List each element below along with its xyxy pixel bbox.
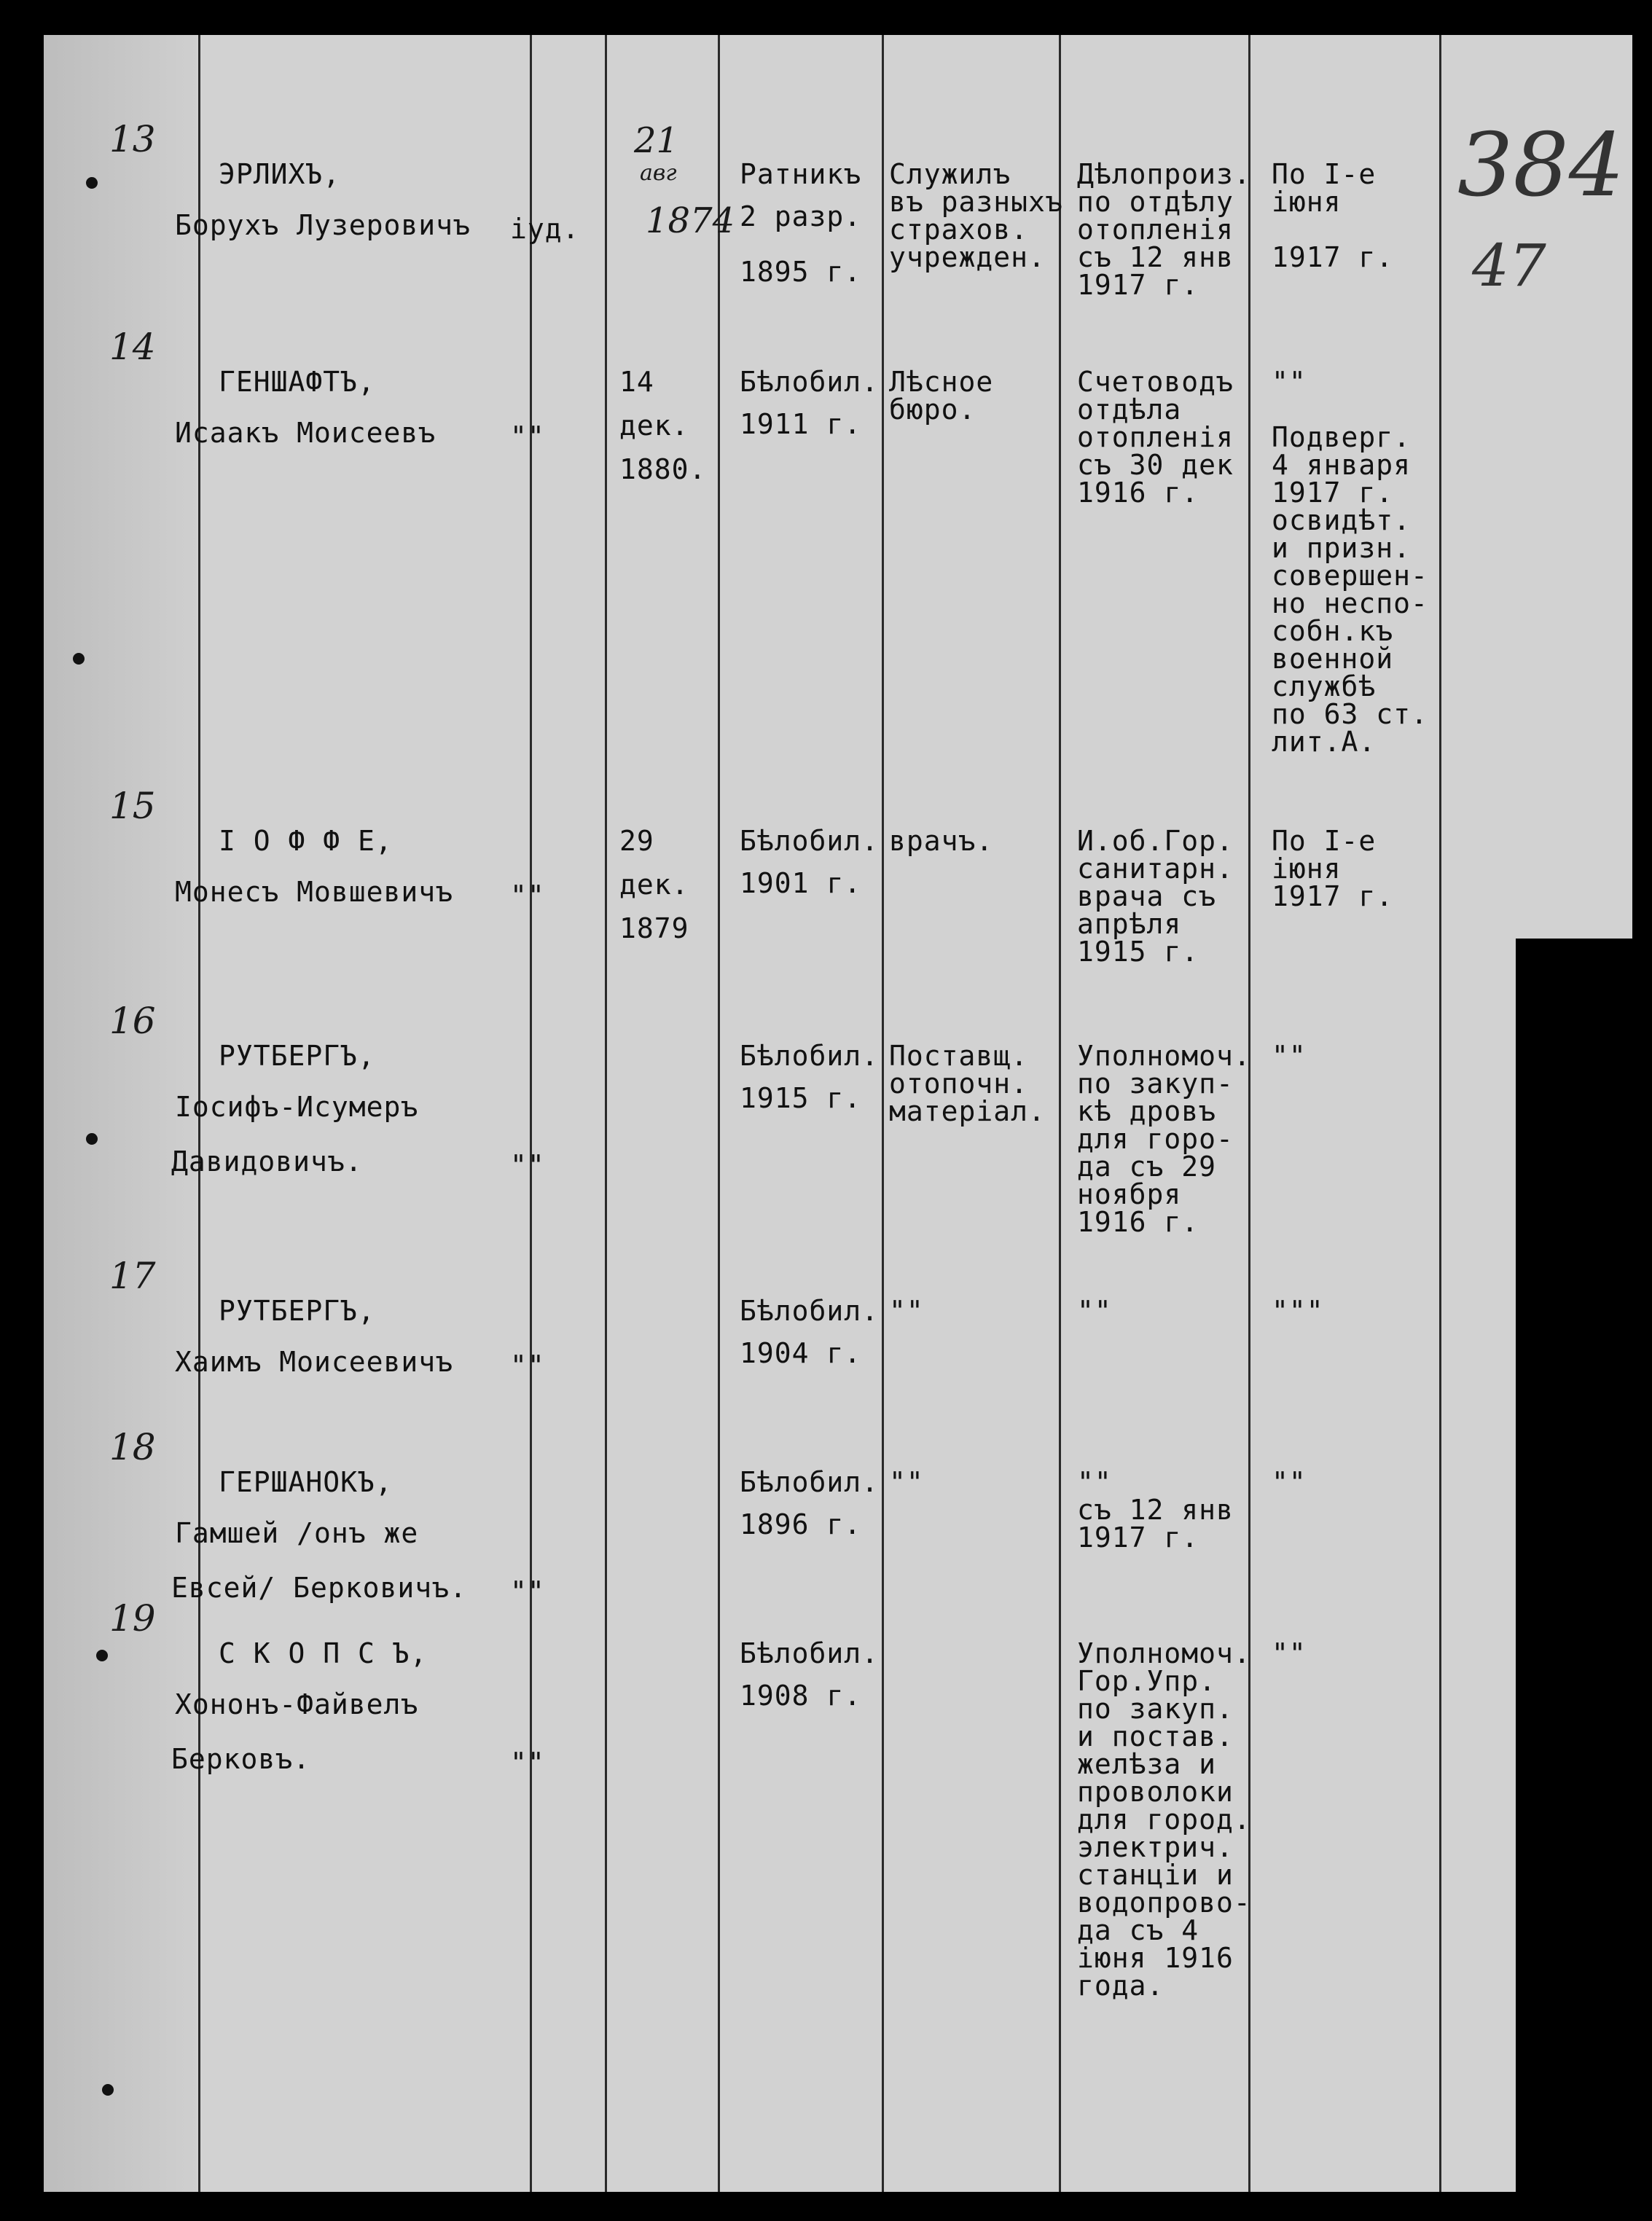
nationality-mark: "" (510, 1149, 545, 1181)
previous-service: Служилъ (889, 158, 1011, 190)
position: "" (1077, 1466, 1112, 1498)
position: Счетоводъ (1077, 366, 1234, 398)
military-status: 1911 г. (740, 408, 862, 440)
previous-service: бюро. (889, 393, 976, 426)
term: "" (1272, 1466, 1307, 1498)
term: Подверг. (1272, 421, 1412, 453)
nationality-mark: "" (510, 1350, 545, 1382)
binding-hole (86, 177, 98, 189)
term: По I-е (1272, 825, 1377, 857)
previous-service: врачъ. (889, 825, 994, 857)
term: По I-е (1272, 158, 1377, 190)
military-status: 1908 г. (740, 1680, 862, 1712)
birth-date: 14 (619, 366, 654, 398)
position: по закуп- (1077, 1068, 1234, 1100)
surname: С К О П С Ъ, (219, 1637, 428, 1669)
column-rule (718, 35, 720, 2192)
position: и постав. (1077, 1720, 1234, 1752)
binding-hole (102, 2084, 114, 2096)
given-name: Iосифъ-Исумеръ (175, 1091, 419, 1123)
position: съ 12 янв (1077, 1494, 1234, 1526)
previous-service: Лѣсное (889, 366, 994, 398)
previous-service: "" (889, 1466, 924, 1498)
position: 1917 г. (1077, 269, 1199, 301)
military-status: Бѣлобил. (740, 1637, 880, 1669)
torn-edge (1516, 939, 1632, 2192)
military-status: 1904 г. (740, 1337, 862, 1369)
birth-date-handwritten: авг (640, 160, 677, 186)
column-rule (1439, 35, 1441, 2192)
military-status: Бѣлобил. (740, 1466, 880, 1498)
position: Гор.Упр. (1077, 1665, 1217, 1697)
birth-date-handwritten: 21 (634, 120, 679, 161)
entry-number: 17 (109, 1255, 156, 1297)
position: кѣ дровъ (1077, 1095, 1217, 1127)
given-name: Исаакъ Моисеевъ (175, 417, 437, 449)
term: совершен- (1272, 560, 1428, 592)
position: года. (1077, 1970, 1164, 2002)
position: апрѣля (1077, 908, 1182, 940)
surname: РУТБЕРГЪ, (219, 1040, 375, 1072)
column-rule (882, 35, 884, 2192)
birth-date: 1880. (619, 453, 707, 485)
position: Уполномоч. (1077, 1040, 1251, 1072)
term: по 63 ст. (1272, 698, 1428, 730)
entry-number: 15 (109, 785, 156, 827)
given-name: Гамшей /онъ же (175, 1517, 419, 1549)
position: проволоки (1077, 1776, 1234, 1808)
nationality-mark: "" (510, 420, 545, 453)
position: отдѣла (1077, 393, 1182, 426)
given-name: Берковъ. (171, 1743, 311, 1775)
position: отопленiя (1077, 214, 1234, 246)
surname: ГЕНШАФТЪ, (219, 366, 375, 398)
position: съ 12 янв (1077, 241, 1234, 273)
entry-number: 13 (109, 118, 156, 160)
term: "" (1272, 1637, 1307, 1669)
binding-hole (73, 653, 85, 665)
column-rule (530, 35, 532, 2192)
term: 4 января (1272, 449, 1412, 481)
position: И.об.Гор. (1077, 825, 1234, 857)
previous-service: Поставщ. (889, 1040, 1029, 1072)
term: """ (1272, 1295, 1324, 1327)
position: для город. (1077, 1803, 1251, 1836)
entry-number: 14 (109, 326, 156, 368)
position: Уполномоч. (1077, 1637, 1251, 1669)
previous-service: въ разныхъ (889, 186, 1063, 218)
position: по отдѣлу (1077, 186, 1234, 218)
column-rule (1059, 35, 1061, 2192)
entry-number: 19 (109, 1597, 156, 1640)
birth-date-handwritten: 1874 (646, 200, 735, 241)
surname: ЭРЛИХЪ, (219, 158, 341, 190)
surname: I О Ф Ф Е, (219, 825, 393, 857)
military-status: Бѣлобил. (740, 1040, 880, 1072)
previous-service: учрежден. (889, 241, 1046, 273)
birth-date: 29 (619, 825, 654, 857)
previous-service: отопочн. (889, 1068, 1029, 1100)
folio-number: 384 (1457, 115, 1625, 216)
surname: РУТБЕРГЪ, (219, 1295, 375, 1327)
position: 1917 г. (1077, 1521, 1199, 1554)
term: iюня (1272, 853, 1342, 885)
folio-subnumber: 47 (1472, 232, 1546, 299)
previous-service: страхов. (889, 214, 1029, 246)
birth-date: дек. (619, 869, 689, 901)
position: "" (1077, 1295, 1112, 1327)
military-status: 1895 г. (740, 256, 862, 288)
given-name: Давидовичъ. (171, 1145, 363, 1178)
position: станцiи и (1077, 1859, 1234, 1891)
term: 1917 г. (1272, 880, 1394, 912)
position: iюня 1916 (1077, 1942, 1234, 1974)
position: съ 30 дек (1077, 449, 1234, 481)
term: военной (1272, 643, 1394, 675)
position: Дѣлопроиз. (1077, 158, 1251, 190)
position: отопленiя (1077, 421, 1234, 453)
position: ноября (1077, 1178, 1182, 1210)
surname: ГЕРШАНОКЪ, (219, 1466, 393, 1498)
term: и призн. (1272, 532, 1412, 564)
given-name: Борухъ Лузеровичъ (175, 209, 471, 241)
entry-number: 16 (109, 1000, 156, 1042)
position: водопрово- (1077, 1887, 1251, 1919)
term: 1917 г. (1272, 241, 1394, 273)
military-status: Бѣлобил. (740, 825, 880, 857)
birth-date: дек. (619, 410, 689, 442)
position: 1916 г. (1077, 477, 1199, 509)
term: 1917 г. (1272, 477, 1394, 509)
binding-hole (86, 1133, 98, 1145)
binding-hole (96, 1650, 108, 1661)
entry-number: 18 (109, 1426, 156, 1468)
position: электрич. (1077, 1831, 1234, 1863)
column-rule (1248, 35, 1250, 2192)
given-name: Монесъ Мовшевичъ (175, 876, 454, 908)
birth-date: 1879 (619, 912, 689, 944)
term: собн.къ (1272, 615, 1394, 647)
position: санитарн. (1077, 853, 1234, 885)
previous-service: "" (889, 1295, 924, 1327)
military-status: 2 разр. (740, 200, 862, 232)
position: да съ 4 (1077, 1914, 1199, 1946)
term: iюня (1272, 186, 1342, 218)
position: для горо- (1077, 1123, 1234, 1155)
position: 1915 г. (1077, 936, 1199, 968)
military-status: 1901 г. (740, 867, 862, 899)
position: по закуп. (1077, 1693, 1234, 1725)
position: да съ 29 (1077, 1151, 1217, 1183)
previous-service: матерiал. (889, 1095, 1046, 1127)
term: но неспо- (1272, 587, 1428, 619)
position: 1916 г. (1077, 1206, 1199, 1238)
nationality-mark: "" (510, 1575, 545, 1607)
term: службѣ (1272, 670, 1377, 702)
term: "" (1272, 1040, 1307, 1072)
nationality-mark: "" (510, 880, 545, 912)
military-status: Бѣлобил. (740, 1295, 880, 1327)
term: освидѣт. (1272, 504, 1412, 536)
military-status: 1915 г. (740, 1082, 862, 1114)
nationality-mark: "" (510, 1747, 545, 1779)
column-rule (605, 35, 607, 2192)
military-status: Бѣлобил. (740, 366, 880, 398)
position: желѣза и (1077, 1748, 1217, 1780)
nationality-mark: iуд. (510, 213, 580, 245)
term: лит.А. (1272, 726, 1377, 758)
term: "" (1272, 366, 1307, 398)
position: врача съ (1077, 880, 1217, 912)
given-name: Евсей/ Берковичъ. (171, 1572, 467, 1604)
given-name: Хононъ-Файвелъ (175, 1688, 419, 1720)
given-name: Хаимъ Моисеевичъ (175, 1346, 454, 1378)
military-status: Ратникъ (740, 158, 862, 190)
military-status: 1896 г. (740, 1508, 862, 1540)
document-page (44, 35, 1632, 2192)
